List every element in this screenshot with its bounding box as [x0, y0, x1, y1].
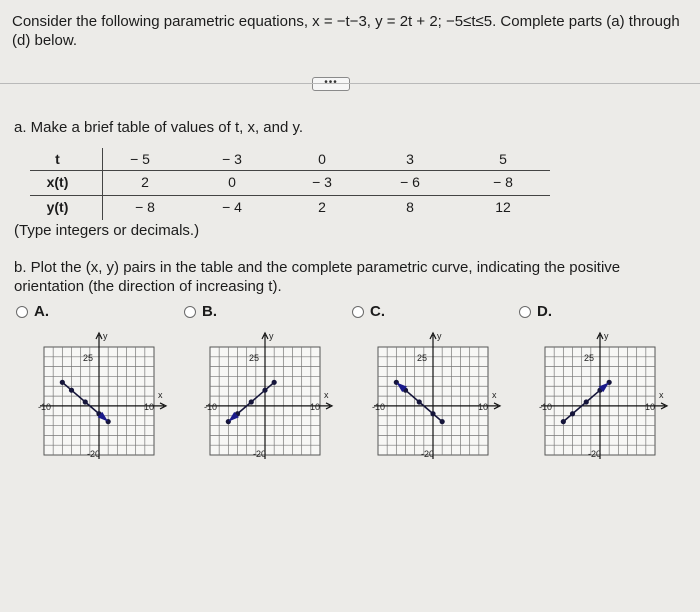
option-b[interactable]: [184, 303, 217, 320]
t-cell: 5: [499, 151, 507, 167]
tick-label-top: 25: [83, 352, 94, 363]
tick-label-left: -10: [372, 401, 386, 412]
data-point: [417, 399, 422, 404]
graph-d[interactable]: [533, 325, 683, 475]
t-cell: 0: [318, 151, 326, 167]
x-cell: − 3: [312, 174, 332, 190]
option-a-label: A.: [34, 303, 49, 320]
radio-c[interactable]: [352, 306, 364, 318]
y-axis-label: y: [103, 331, 108, 341]
option-b-label: B.: [202, 303, 217, 320]
graph-c-svg: [366, 325, 516, 475]
data-point: [440, 419, 445, 424]
option-c-label: C.: [370, 303, 385, 320]
t-cell: − 3: [222, 151, 242, 167]
table-row-y: [30, 196, 550, 218]
y-axis-label: y: [604, 331, 609, 341]
data-point: [262, 388, 267, 393]
option-d-label: D.: [537, 303, 552, 320]
table-row-t: [30, 148, 550, 170]
table-row-x: [30, 170, 550, 196]
graph-a[interactable]: [32, 325, 182, 475]
part-b-prompt: b. Plot the (x, y) pairs in the table and the complete parametric curve, indicating the positive orientation (the direction of increasing t).: [14, 259, 621, 295]
tick-label-top: 25: [417, 352, 428, 363]
part-a-prompt: a. Make a brief table of values of t, x, and y.: [14, 119, 304, 136]
y-axis-label: y: [437, 331, 442, 341]
answer-hint: (Type integers or decimals.): [14, 222, 200, 239]
row-label-y: y(t): [46, 199, 69, 215]
data-point: [272, 380, 277, 385]
tick-label-bottom: -20: [87, 449, 101, 459]
graph-b[interactable]: [198, 325, 348, 475]
x-axis-label: x: [158, 389, 163, 400]
graph-b-svg: [198, 325, 348, 475]
tick-label-top: 25: [249, 352, 260, 363]
tick-label-left: -10: [38, 401, 52, 412]
x-axis-label: x: [492, 389, 497, 400]
t-cell: 3: [406, 151, 414, 167]
tick-label-right: 10: [645, 401, 656, 412]
section-divider: [0, 83, 700, 84]
x-axis-label: x: [324, 389, 329, 400]
radio-d[interactable]: [519, 306, 531, 318]
tick-label-bottom: -20: [421, 449, 435, 459]
y-cell: 12: [495, 199, 511, 215]
data-point: [83, 399, 88, 404]
tick-label-left: -10: [204, 401, 218, 412]
radio-b[interactable]: [184, 306, 196, 318]
y-cell: − 4: [222, 199, 242, 215]
data-point: [561, 419, 566, 424]
y-cell: − 8: [135, 199, 155, 215]
option-d[interactable]: [519, 303, 552, 320]
graph-d-svg: [533, 325, 683, 475]
x-cell: 0: [228, 174, 236, 190]
data-point: [249, 399, 254, 404]
data-point: [570, 411, 575, 416]
tick-label-top: 25: [584, 352, 595, 363]
graph-a-svg: [32, 325, 182, 475]
data-point: [430, 411, 435, 416]
y-axis-label: y: [269, 331, 274, 341]
row-label-t: t: [55, 151, 60, 167]
x-cell: 2: [141, 174, 149, 190]
data-point: [69, 388, 74, 393]
row-label-x: x(t): [46, 174, 69, 190]
question-text: Consider the following parametric equations, x = −t−3, y = 2t + 2; −5≤t≤5. Complete parts (a) through (d) below.: [12, 13, 680, 49]
y-cell: 8: [406, 199, 414, 215]
x-cell: − 8: [493, 174, 513, 190]
y-cell: 2: [318, 199, 326, 215]
data-point: [584, 399, 589, 404]
tick-label-right: 10: [478, 401, 489, 412]
tick-label-right: 10: [310, 401, 321, 412]
tick-label-bottom: -20: [253, 449, 267, 459]
option-a[interactable]: [16, 303, 49, 320]
radio-a[interactable]: [16, 306, 28, 318]
data-point: [60, 380, 65, 385]
tick-label-left: -10: [539, 401, 553, 412]
graph-c[interactable]: [366, 325, 516, 475]
option-c[interactable]: [352, 303, 385, 320]
t-cell: − 5: [130, 151, 150, 167]
more-options-button[interactable]: [312, 77, 350, 91]
x-axis-label: x: [659, 389, 664, 400]
x-cell: − 6: [400, 174, 420, 190]
values-table: [30, 148, 550, 218]
tick-label-right: 10: [144, 401, 155, 412]
tick-label-bottom: -20: [588, 449, 602, 459]
